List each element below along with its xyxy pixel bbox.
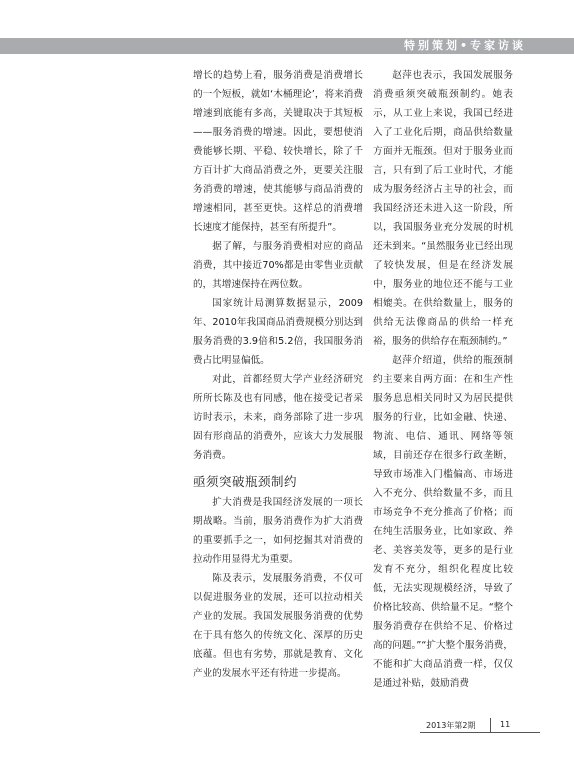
- footer-rule: [420, 732, 540, 733]
- footer-divider: [490, 718, 491, 733]
- page-number: 11: [500, 720, 511, 729]
- article-left-column: [193, 66, 363, 683]
- paragraph: 赵萍也表示，我国发展服务消费亟须突破瓶颈制约。她表示，从工业上来说，我国已经进入了工业化后期，商品供给数量方面并无瓶颈。但对于服务业而言，只有到了后工业时代，才能成为服务经济占主导的社会，而我国经济还未进入这一阶段，所以，我国服务业充分发展的时机还未到来。“虽然服务业已经出现了较快发展，但是在经济发展中，服务业的地位还不能与工业相媲美。在供给数量上，服务的供给无法像商品的供给一样充裕，服务的供给存在瓶颈制约。”: [373, 70, 513, 347]
- paragraph: 赵萍介绍道，供给的瓶颈制约主要来自两方面：在和生产性服务息息相关同时又为居民提供服务的行业，比如金融、快递、物流、电信、通讯、网络等领域，目前还存在很多行政垄断，导致市场准入门槛偏高、市场进入不充分、供给数量不多，而且市场竞争不充分推高了价格；而在纯生活服务业，比如家政、养老、美容美发等，更多的是行业发育不充分，组织化程度比较低，无法实现规模经济，导致了价格比较高、供给量不足。“整个服务消费存在供给不足、价格过高的问题。”“扩大整个服务消费，不能和扩大商品消费一样，仅仅是通过补贴，鼓励消费: [373, 355, 513, 689]
- section-subheading: 亟须突破瓶颈制约: [193, 474, 298, 489]
- paragraph: 扩大消费是我国经济发展的一项长期战略。当前，服务消费作为扩大消费的重要抓手之一，如何挖掘其对消费的拉动作用显得尤为重要。: [193, 497, 363, 565]
- section-header-band: [0, 38, 574, 54]
- issue-label: 2013年第2期: [426, 721, 476, 730]
- paragraph: 陈及表示，发展服务消费，不仅可以促进服务业的发展，还可以拉动相关产业的发展。我国发展服务消费的优势在于具有悠久的传统文化、深厚的历史底蕴。但也有劣势，那就是教育、文化产业的发展水平还有待进一步提高。: [193, 573, 363, 679]
- page-footer: [420, 718, 540, 738]
- paragraph: 对此，首都经贸大学产业经济研究所所长陈及也有同感，他在接受记者采访时表示，未来，商务部除了进一步巩固有形商品的消费外，应该大力发展服务消费。: [193, 374, 363, 461]
- paragraph: 增长的趋势上看，服务消费是消费增长的一个短板，就如‘木桶理论’，将来消费增速到底能有多高，关键取决于其短板——服务消费的增速。因此，要想使消费能够长期、平稳、较快增长，除了千方百计扩大商品消费之外，更要关注服务消费的增速，使其能够与商品消费的增速相同，甚至更快。这样总的消费增长速度才能保持，甚至有所提升”。: [193, 70, 363, 233]
- article-right-column: [373, 66, 513, 693]
- paragraph: 国家统计局测算数据显示，2009年、2010年我国商品消费规模分别达到服务消费的3.9倍和5.2倍，我国服务消费占比明显偏低。: [193, 298, 363, 366]
- paragraph: 据了解，与服务消费相对应的商品消费，其中接近70%都是由零售业贡献的，其增速保持在两位数。: [193, 241, 363, 290]
- section-header-title: 特别策划•专家访谈: [403, 39, 526, 52]
